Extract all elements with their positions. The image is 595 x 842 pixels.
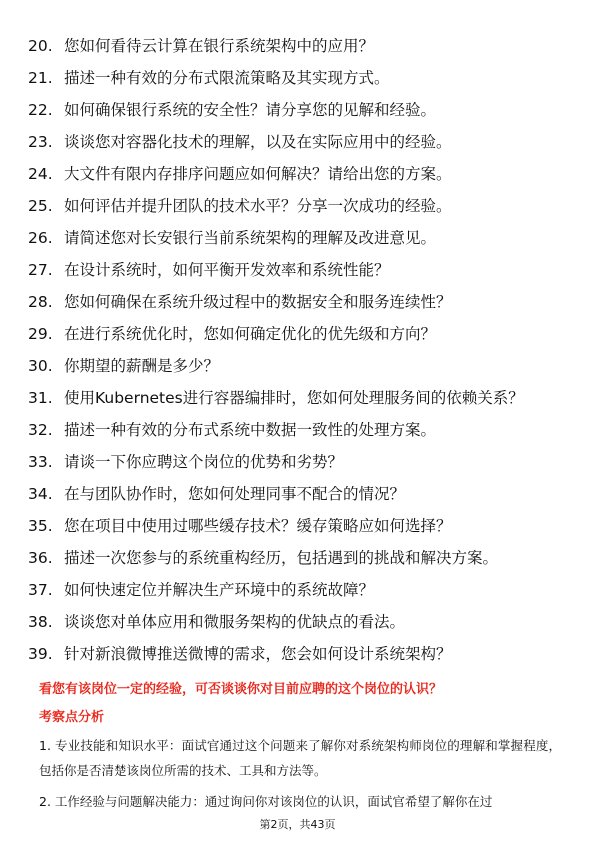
question-text: 如何评估并提升团队的技术水平？分享一次成功的经验。 bbox=[64, 197, 452, 215]
question-number: 26. bbox=[28, 229, 53, 247]
question-text: 描述一次您参与的系统重构经历，包括遇到的挑战和解决方案。 bbox=[64, 549, 499, 567]
question-number: 37. bbox=[28, 581, 53, 599]
question-text: 请简述您对长安银行当前系统架构的理解及改进意见。 bbox=[64, 229, 437, 247]
question-number: 36. bbox=[28, 549, 53, 567]
question-item bbox=[0, 66, 595, 98]
question-number: 34. bbox=[28, 485, 53, 503]
analysis-item: 1. 专业技能和知识水平：面试官通过这个问题来了解你对系统架构师岗位的理解和掌握程度，包括你是否清楚该岗位所需的技术、工具和方法等。 bbox=[39, 738, 561, 778]
analysis-list bbox=[39, 733, 561, 820]
question-item bbox=[0, 194, 595, 226]
question-text: 请谈一下你应聘这个岗位的优势和劣势？ bbox=[64, 453, 344, 471]
question-number: 39. bbox=[28, 645, 53, 663]
analysis-item: 2. 工作经验与问题解决能力：通过询问你对该岗位的认识，面试官希望了解你在过 bbox=[39, 794, 493, 809]
question-text: 在与团队协作时，您如何处理同事不配合的情况？ bbox=[64, 485, 406, 503]
question-item bbox=[0, 546, 595, 578]
question-item bbox=[0, 34, 595, 66]
question-item bbox=[0, 322, 595, 354]
question-item bbox=[0, 162, 595, 194]
question-item bbox=[0, 610, 595, 642]
question-text: 使用Kubernetes进行容器编排时，您如何处理服务间的依赖关系？ bbox=[64, 389, 524, 407]
highlight-question: 看您有该岗位一定的经验，可否谈谈你对目前应聘的这个岗位的认识？ bbox=[39, 682, 443, 697]
question-item bbox=[0, 130, 595, 162]
question-number: 38. bbox=[28, 613, 53, 631]
question-number: 28. bbox=[28, 293, 53, 311]
question-item bbox=[0, 418, 595, 450]
question-text: 在进行系统优化时，您如何确定优化的优先级和方向？ bbox=[64, 325, 437, 343]
analysis-heading: 考察点分析 bbox=[39, 710, 105, 725]
question-number: 33. bbox=[28, 453, 53, 471]
question-number: 25. bbox=[28, 197, 53, 215]
question-text: 您在项目中使用过哪些缓存技术？缓存策略应如何选择？ bbox=[64, 517, 452, 535]
question-number: 24. bbox=[28, 165, 53, 183]
question-text: 您如何确保在系统升级过程中的数据安全和服务连续性？ bbox=[64, 293, 452, 311]
question-number: 27. bbox=[28, 261, 53, 279]
question-number: 20. bbox=[28, 37, 53, 55]
question-text: 描述一种有效的分布式系统中数据一致性的处理方案。 bbox=[64, 421, 437, 439]
question-item bbox=[0, 482, 595, 514]
question-number: 32. bbox=[28, 421, 53, 439]
question-text: 大文件有限内存排序问题应如何解决？请给出您的方案。 bbox=[64, 165, 452, 183]
question-item bbox=[0, 226, 595, 258]
question-list bbox=[0, 34, 595, 674]
question-text: 您如何看待云计算在银行系统架构中的应用？ bbox=[64, 37, 375, 55]
question-item bbox=[0, 450, 595, 482]
question-text: 谈谈您对容器化技术的理解，以及在实际应用中的经验。 bbox=[64, 133, 452, 151]
question-number: 29. bbox=[28, 325, 53, 343]
question-item bbox=[0, 258, 595, 290]
question-item bbox=[0, 514, 595, 546]
question-text: 你期望的薪酬是多少？ bbox=[64, 357, 220, 375]
question-item bbox=[0, 98, 595, 130]
question-item bbox=[0, 578, 595, 610]
question-number: 22. bbox=[28, 101, 53, 119]
question-item bbox=[0, 386, 595, 418]
question-item bbox=[0, 290, 595, 322]
question-number: 31. bbox=[28, 389, 53, 407]
question-number: 21. bbox=[28, 69, 53, 87]
question-text: 在设计系统时，如何平衡开发效率和系统性能？ bbox=[64, 261, 390, 279]
question-number: 30. bbox=[28, 357, 53, 375]
question-text: 谈谈您对单体应用和微服务架构的优缺点的看法。 bbox=[64, 613, 406, 631]
question-text: 描述一种有效的分布式限流策略及其实现方式。 bbox=[64, 69, 390, 87]
question-text: 如何快速定位并解决生产环境中的系统故障？ bbox=[64, 581, 375, 599]
question-text: 如何确保银行系统的安全性？请分享您的见解和经验。 bbox=[64, 101, 437, 119]
question-number: 23. bbox=[28, 133, 53, 151]
question-text: 针对新浪微博推送微博的需求，您会如何设计系统架构？ bbox=[64, 645, 452, 663]
question-item bbox=[0, 354, 595, 386]
question-item bbox=[0, 642, 595, 674]
question-number: 35. bbox=[28, 517, 53, 535]
page-footer: 第2页，共43页 bbox=[259, 818, 336, 831]
